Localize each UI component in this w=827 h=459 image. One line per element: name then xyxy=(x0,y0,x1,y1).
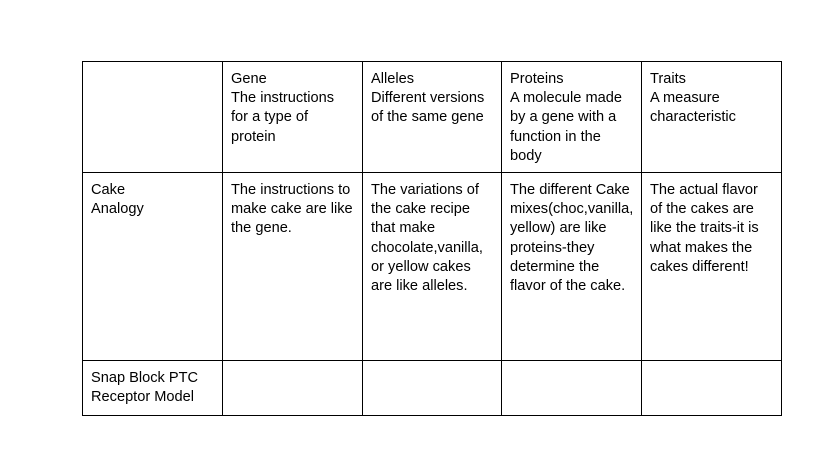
cell-snap-traits[interactable] xyxy=(642,361,782,416)
cell-cake-alleles[interactable]: The variations of the cake recipe that make chocolate,vanilla, or yellow cakes are like alleles. xyxy=(363,173,502,361)
cell-alleles-header[interactable]: Alleles Different versions of the same gene xyxy=(363,62,502,173)
cell-snap-proteins[interactable] xyxy=(502,361,642,416)
cell-snap-gene[interactable] xyxy=(223,361,363,416)
cell-cake-analogy-label[interactable]: Cake Analogy xyxy=(83,173,223,361)
table-row-header xyxy=(83,62,782,173)
table-row-snap-block xyxy=(83,361,782,416)
cell-proteins-header[interactable]: Proteins A molecule made by a gene with a function in the body xyxy=(502,62,642,173)
cell-cake-gene[interactable]: The instructions to make cake are like the gene. xyxy=(223,173,363,361)
cell-gene-header[interactable]: Gene The instructions for a type of protein xyxy=(223,62,363,173)
analogy-table xyxy=(82,61,782,416)
cell-corner[interactable] xyxy=(83,62,223,173)
cell-snap-block-label[interactable]: Snap Block PTC Receptor Model xyxy=(83,361,223,416)
cell-cake-traits[interactable]: The actual flavor of the cakes are like the traits-it is what makes the cakes different! xyxy=(642,173,782,361)
table-row-cake-analogy xyxy=(83,173,782,361)
cell-cake-proteins[interactable]: The different Cake mixes(choc,vanilla,yellow) are like proteins-they determine the flavor of the cake. xyxy=(502,173,642,361)
cell-traits-header[interactable]: Traits A measure characteristic xyxy=(642,62,782,173)
cell-snap-alleles[interactable] xyxy=(363,361,502,416)
